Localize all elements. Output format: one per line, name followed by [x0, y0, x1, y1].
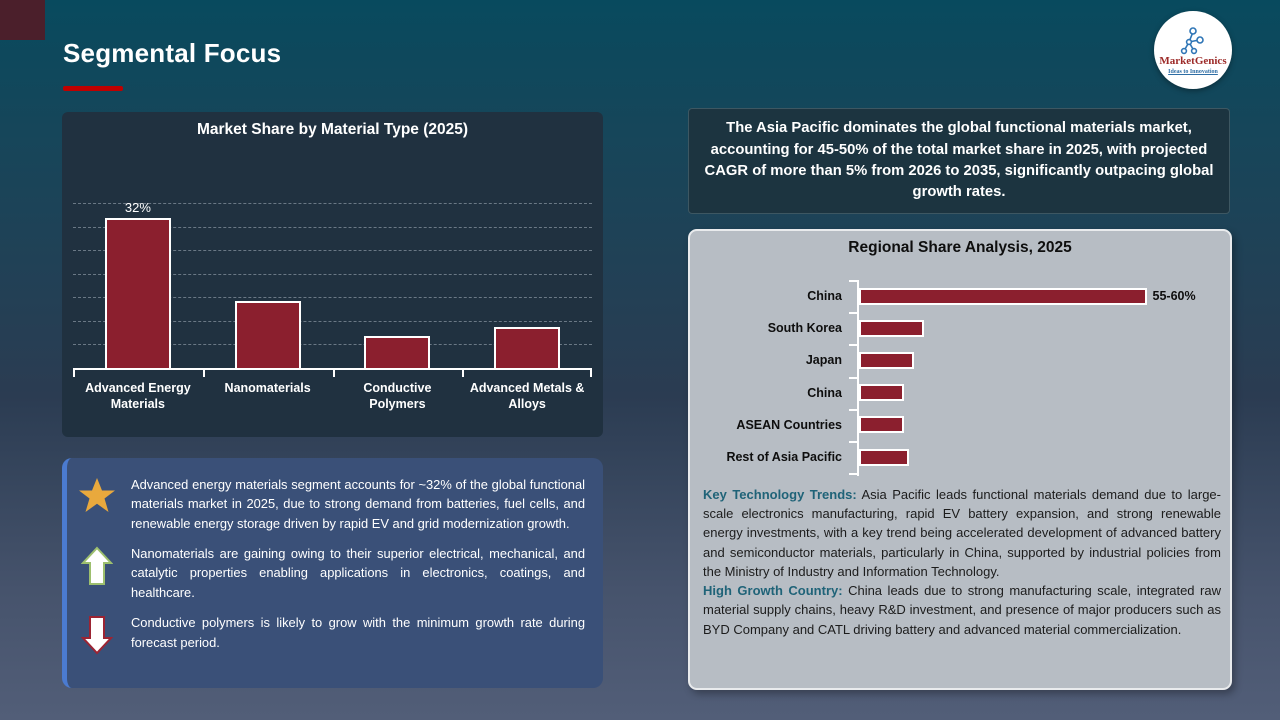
- marketgenics-logo: [1154, 11, 1232, 89]
- insights-box: [62, 458, 603, 688]
- bar: [859, 416, 904, 433]
- category-label: Advanced Energy Materials: [85, 381, 191, 412]
- axis-tick: [462, 370, 464, 377]
- material-chart-title: Market Share by Material Type (2025): [196, 121, 469, 138]
- annotation-label: Key Technology Trends:: [703, 487, 857, 502]
- axis-tick: [849, 377, 857, 379]
- material-chart-category-labels: [73, 380, 592, 413]
- bar: [235, 301, 301, 369]
- regional-bar-row: [690, 446, 1230, 468]
- headline-text: The Asia Pacific dominates the global functional materials market, accounting for 45-50% of the total market share in 2025, with projected CAGR of more than 5% from 2026 to 2035, significantly outpacing global growth rates.: [704, 120, 1214, 201]
- bar: [859, 384, 904, 401]
- bar-column: [203, 301, 333, 369]
- insight-item: [75, 544, 589, 602]
- annotation-paragraph: [703, 581, 1221, 639]
- regional-annotations: [703, 485, 1221, 639]
- annotation-text: China leads due to strong manufacturing scale, integrated raw material supply chains, heavy R&D investment, and presence of major producers such as BYD Company and CATL driving battery and advanced material commercialization.: [703, 583, 1221, 637]
- annotation-text: Asia Pacific leads functional materials demand due to large-scale electronics manufacturing, rapid EV battery expansion, and strong renewable energy investments, with a key trend being accelerated development of advanced battery and semiconductor materials, particularly in China, supported by industrial policies from the Ministry of Industry and Information Technology.: [703, 487, 1221, 579]
- regional-chart-plot: [690, 279, 1230, 479]
- insight-item: [75, 613, 589, 655]
- page-title: Segmental Focus: [63, 38, 282, 68]
- region-label: Rest of Asia Pacific: [726, 450, 842, 464]
- bar-value-label: 32%: [124, 200, 151, 216]
- axis-tick: [333, 370, 335, 377]
- insight-text: Advanced energy materials segment accounts for ~32% of the global functional materials market in 2025, due to strong demand from batteries, fuel cells, and renewable energy storage driven by rapid EV and grid modernization growth.: [131, 477, 585, 531]
- annotation-paragraph: [703, 485, 1221, 581]
- regional-bar-row: [690, 382, 1230, 404]
- corner-accent: [0, 0, 45, 40]
- bar-column: [73, 200, 203, 369]
- axis-tick: [849, 409, 857, 411]
- bar: [364, 336, 430, 369]
- axis-tick: [849, 344, 857, 346]
- axis-tick: [849, 280, 857, 282]
- logo-brand: MarketGenics: [1159, 54, 1227, 67]
- category-label: Nanomaterials: [224, 381, 311, 395]
- category-label: Advanced Metals & Alloys: [469, 381, 585, 412]
- bar-column: [462, 327, 592, 369]
- title-underline: [63, 86, 123, 91]
- material-share-chart: [62, 112, 603, 437]
- category-label: Conductive Polymers: [363, 381, 432, 412]
- bar: [859, 352, 914, 369]
- bar: [105, 218, 171, 369]
- regional-bar-row: [690, 285, 1230, 307]
- regional-bar-row: [690, 317, 1230, 339]
- regional-chart-title: Regional Share Analysis, 2025: [848, 239, 1072, 256]
- arrow-up-icon: [75, 544, 119, 586]
- region-label: China: [807, 289, 842, 303]
- regional-bar-row: [690, 349, 1230, 371]
- axis-tick: [849, 441, 857, 443]
- insight-item: [75, 475, 589, 533]
- insight-text: Nanomaterials are gaining owing to their superior electrical, mechanical, and catalytic properties enabling applications in electronics, coatings, and healthcare.: [131, 546, 585, 600]
- axis-tick: [203, 370, 205, 377]
- region-label: China: [807, 385, 842, 400]
- axis-tick: [590, 370, 592, 377]
- bar-value-label: 55-60%: [1152, 289, 1196, 303]
- logo-tagline: Ideas to Innovation: [1168, 68, 1218, 75]
- regional-bar-row: [690, 414, 1230, 436]
- material-chart-plot: [73, 200, 592, 369]
- insight-text: Conductive polymers is likely to grow with the minimum growth rate during forecast period.: [131, 615, 585, 650]
- axis-tick: [849, 473, 857, 475]
- axis-tick: [849, 312, 857, 314]
- regional-panel: [688, 229, 1232, 690]
- star-icon: [75, 475, 119, 514]
- axis-tick: [73, 370, 75, 377]
- molecule-icon: [1176, 26, 1210, 56]
- region-label: ASEAN Countries: [736, 417, 842, 432]
- bar: [859, 449, 909, 466]
- bar-column: [333, 336, 463, 369]
- material-chart-x-axis: [73, 368, 592, 370]
- bar: [859, 320, 924, 337]
- headline-box: [688, 108, 1230, 214]
- bar: [859, 288, 1147, 305]
- bar: [494, 327, 560, 369]
- arrow-down-icon: [75, 613, 119, 655]
- annotation-label: High Growth Country:: [703, 583, 843, 599]
- region-label: South Korea: [767, 321, 842, 336]
- region-label: Japan: [805, 353, 842, 368]
